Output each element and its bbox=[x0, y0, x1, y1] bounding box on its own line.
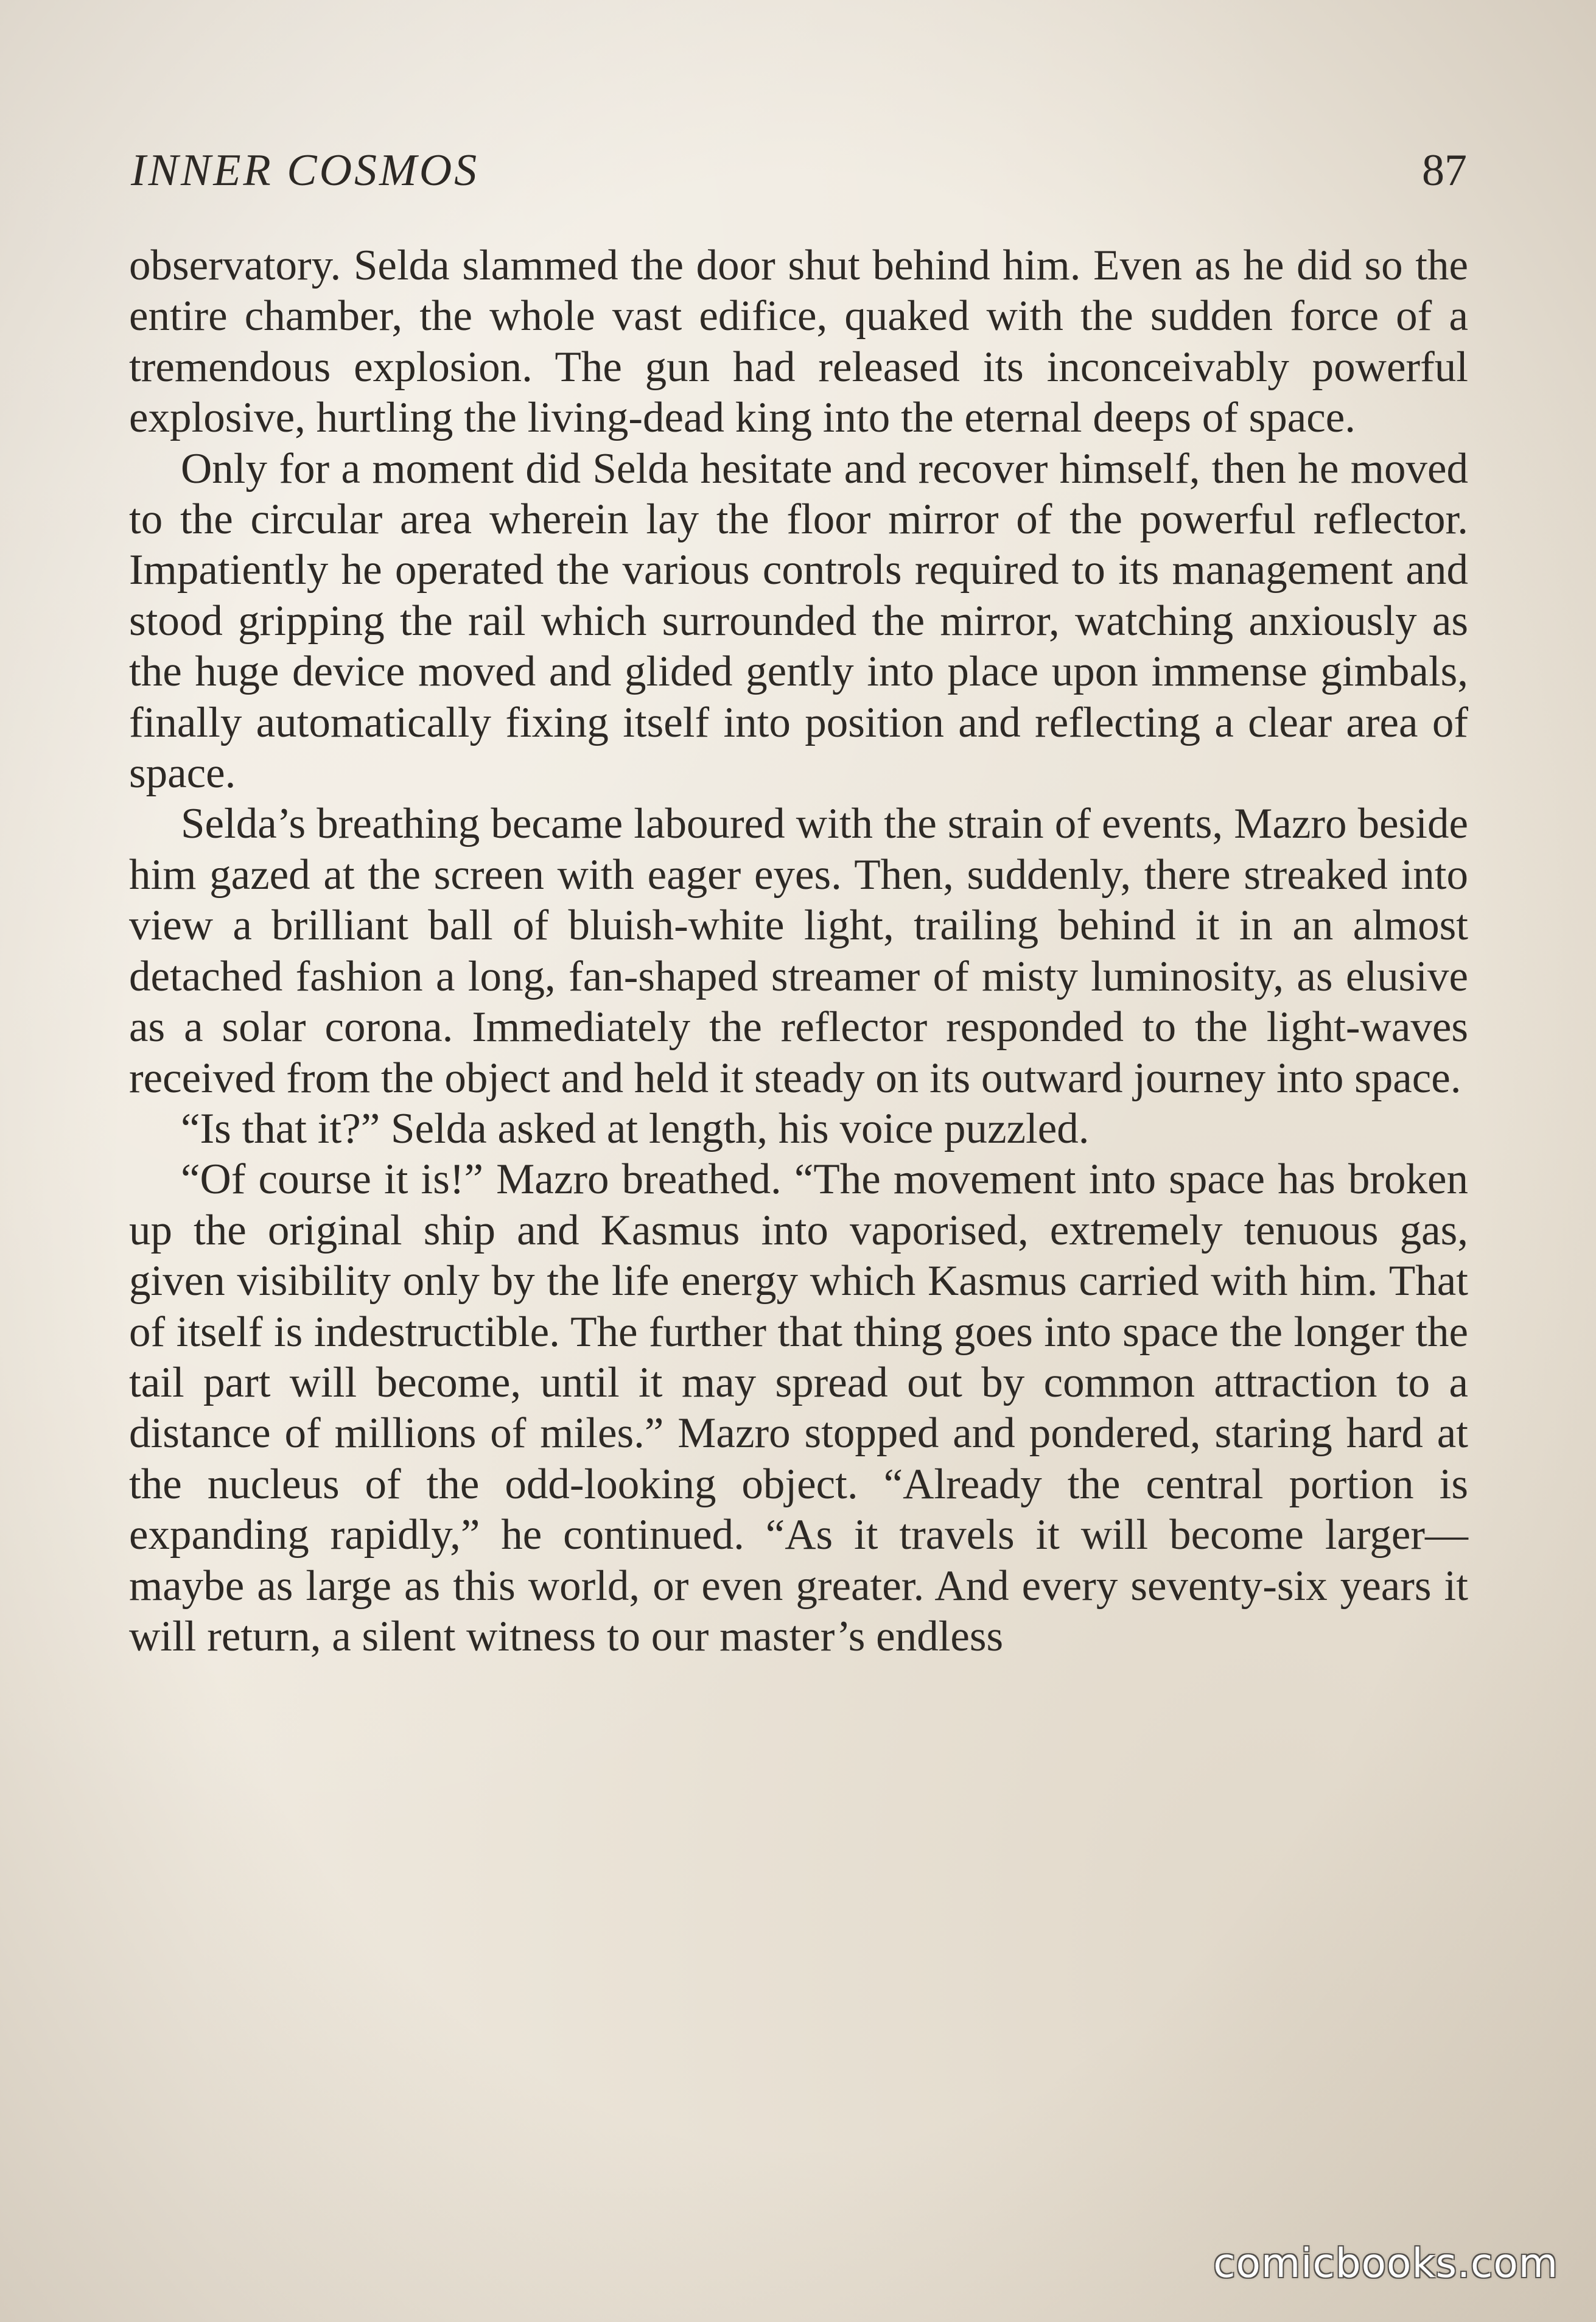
page-number: 87 bbox=[1422, 145, 1467, 195]
paragraph-3: Selda’s breathing became laboured with the strain of events, Mazro beside him gazed at the screen with eager eyes. Then, suddenly, there streaked into view a brilliant ball of bluish-white light, trailing behind it in an almost detached fashion a long, fan-shaped streamer of misty luminosity, as elusive as a solar corona. Immediately the reflector responded to the light-waves received from the object and held it steady on its outward journey into space. bbox=[129, 800, 1468, 1102]
running-title: INNER COSMOS bbox=[131, 145, 480, 195]
paragraph-5: “Of course it is!” Mazro breathed. “The movement into space has broken up the original ship and Kasmus into vaporised, extremely tenuous gas, given visibility only by the life energy which Kasmus carried with him. That of itself is indestructible. The further that thing goes into space the longer the tail part will become, until it may spread out by common attraction to a distance of millions of miles.” Mazro stopped and pondered, staring hard at the nucleus of the odd-looking object. “Already the central portion is expanding rapidly,” he continued. “As it travels it will become larger—maybe as large as this world, or even greater. And every seventy-six years it will return, a silent witness to our master’s endless bbox=[129, 1156, 1468, 1660]
watermark: comicbooks.com bbox=[1213, 2240, 1558, 2287]
paragraph-2: Only for a moment did Selda hesitate and recover himself, then he moved to the circular area wherein lay the floor mirror of the powerful reflector. Impatiently he operated the various controls required to its management and stood gripping the rail which surrounded the mirror, watching anxiously as the huge device moved and glided gently into place upon immense gimbals, finally automatically fixing itself into position and reflecting a clear area of space. bbox=[129, 444, 1468, 798]
running-head bbox=[131, 137, 1467, 204]
body-text bbox=[129, 240, 1468, 1662]
paragraph-1: observatory. Selda slammed the door shut behind him. Even as he did so the entire chamber, the whole vast edifice, quaked with the sudden force of a tremendous explosion. The gun had released its inconceivably powerful explosive, hurtling the living-dead king into the eternal deeps of space. bbox=[129, 242, 1468, 442]
paragraph-4: “Is that it?” Selda asked at length, his voice puzzled. bbox=[181, 1104, 1090, 1152]
